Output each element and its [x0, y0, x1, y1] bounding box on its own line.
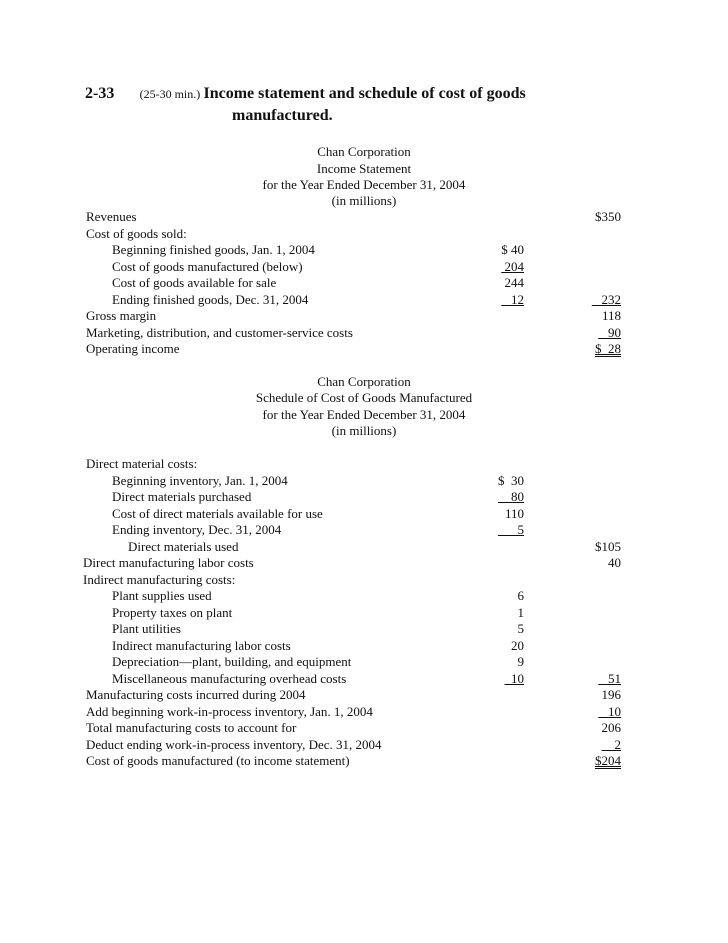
is-row-label: Marketing, distribution, and customer-service costs — [86, 324, 353, 340]
sch-row — [0, 539, 728, 555]
sch-row-amount: 5 — [517, 621, 524, 636]
sch-row-amount: $ 30 — [498, 472, 524, 488]
sch-row-label: Indirect manufacturing costs: — [83, 571, 236, 587]
is-heading-title: Income Statement — [316, 161, 412, 176]
is-row-total: 232 — [591, 291, 621, 307]
sch-row-label: Direct materials purchased — [112, 489, 252, 504]
sch-row — [0, 489, 728, 505]
is-row — [0, 242, 728, 258]
sch-row — [0, 638, 728, 654]
sch-row-total: 51 — [598, 670, 621, 686]
problem-number: 2-33 — [85, 85, 115, 102]
sch-row-label: Direct materials used — [128, 538, 239, 554]
is-row-total: $350 — [595, 209, 621, 224]
is-row — [0, 341, 728, 357]
sch-row — [0, 687, 728, 703]
is-row — [0, 308, 728, 324]
sch-row-amount: 20 — [511, 637, 524, 653]
sch-row-label: Cost of goods manufactured (to income statement) — [86, 753, 350, 768]
problem-time: (25-30 min.) — [139, 87, 201, 101]
is-row-amount: 244 — [504, 275, 524, 290]
sch-row-label: Plant supplies used — [112, 588, 212, 603]
is-row — [0, 226, 728, 242]
sch-heading-title: Schedule of Cost of Goods Manufactured — [255, 390, 473, 405]
sch-row-label: Cost of direct materials available for use — [112, 505, 323, 521]
sch-row — [0, 572, 728, 588]
sch-heading-period: for the Year Ended December 31, 2004 — [262, 407, 466, 422]
sch-row-total: 196 — [601, 687, 621, 702]
sch-row-amount: 10 — [504, 670, 524, 686]
sch-row-amount: 5 — [498, 522, 524, 537]
is-row-total: $ 28 — [595, 341, 621, 356]
sch-row-label: Depreciation—plant, building, and equipment — [112, 654, 352, 669]
sch-row-label: Direct material costs: — [86, 456, 198, 471]
sch-row-label: Add beginning work-in-process inventory, Jan. 1, 2004 — [86, 703, 373, 719]
problem-title: Income statement and schedule of cost of goods — [203, 85, 526, 102]
sch-row-label: Deduct ending work-in-process inventory, Dec. 31, 2004 — [86, 736, 382, 752]
is-row — [0, 275, 728, 291]
is-row-label: Cost of goods sold: — [86, 225, 187, 241]
sch-row-total: 40 — [608, 555, 621, 570]
sch-row-label: Beginning inventory, Jan. 1, 2004 — [112, 472, 288, 488]
sch-row-label: Total manufacturing costs to account for — [86, 720, 297, 735]
is-row-label: Gross margin — [86, 308, 157, 323]
is-heading-company: Chan Corporation — [317, 144, 411, 159]
sch-row — [0, 522, 728, 538]
sch-heading-company: Chan Corporation — [317, 374, 411, 389]
is-row — [0, 325, 728, 341]
is-row-label: Beginning finished goods, Jan. 1, 2004 — [112, 242, 315, 257]
sch-row-amount: 80 — [498, 489, 524, 504]
sch-row-label: Property taxes on plant — [112, 604, 233, 620]
is-row-label: Revenues — [86, 209, 137, 224]
is-row-amount: $ 40 — [501, 242, 524, 257]
sch-heading-units: (in millions) — [331, 423, 397, 438]
sch-row-label: Indirect manufacturing labor costs — [112, 637, 291, 653]
sch-row-amount: 1 — [517, 604, 524, 620]
problem-header — [85, 85, 526, 103]
sch-row-label: Miscellaneous manufacturing overhead costs — [112, 670, 347, 686]
sch-row — [0, 704, 728, 720]
sch-row — [0, 671, 728, 687]
sch-row-total: 10 — [598, 703, 621, 719]
is-row-amount: 12 — [501, 291, 524, 307]
is-row-label: Cost of goods manufactured (below) — [112, 258, 303, 274]
sch-row — [0, 588, 728, 604]
is-row — [0, 292, 728, 308]
sch-row-amount: 6 — [517, 588, 524, 603]
sch-row — [0, 621, 728, 637]
is-heading-period: for the Year Ended December 31, 2004 — [262, 177, 466, 192]
sch-row — [0, 473, 728, 489]
sch-row — [0, 737, 728, 753]
sch-row-label: Manufacturing costs incurred during 2004 — [86, 687, 306, 702]
is-row — [0, 259, 728, 275]
sch-row-label: Direct manufacturing labor costs — [83, 555, 254, 570]
sch-row — [0, 720, 728, 736]
sch-row — [0, 605, 728, 621]
sch-row-amount: 9 — [517, 654, 524, 669]
is-row-amount: 204 — [501, 258, 524, 274]
is-row-label: Operating income — [86, 341, 180, 356]
problem-title-line2: manufactured. — [232, 107, 333, 124]
sch-row — [0, 654, 728, 670]
sch-row-total: 2 — [601, 736, 621, 752]
is-row-label: Cost of goods available for sale — [112, 275, 277, 290]
is-row-label: Ending finished goods, Dec. 31, 2004 — [112, 291, 309, 307]
sch-row-label: Ending inventory, Dec. 31, 2004 — [112, 522, 282, 537]
sch-row — [0, 555, 728, 571]
sch-row — [0, 506, 728, 522]
is-row-total: 90 — [598, 324, 621, 340]
sch-row-label: Plant utilities — [112, 621, 181, 636]
is-row-total: 118 — [601, 308, 621, 323]
sch-row — [0, 753, 728, 769]
sch-row — [0, 456, 728, 472]
sch-row-total: $105 — [595, 538, 621, 554]
sch-row-total: $204 — [595, 753, 621, 768]
is-row — [0, 209, 728, 225]
is-heading-units: (in millions) — [331, 193, 397, 208]
sch-row-amount: 110 — [504, 505, 524, 521]
sch-row-total: 206 — [601, 720, 621, 735]
